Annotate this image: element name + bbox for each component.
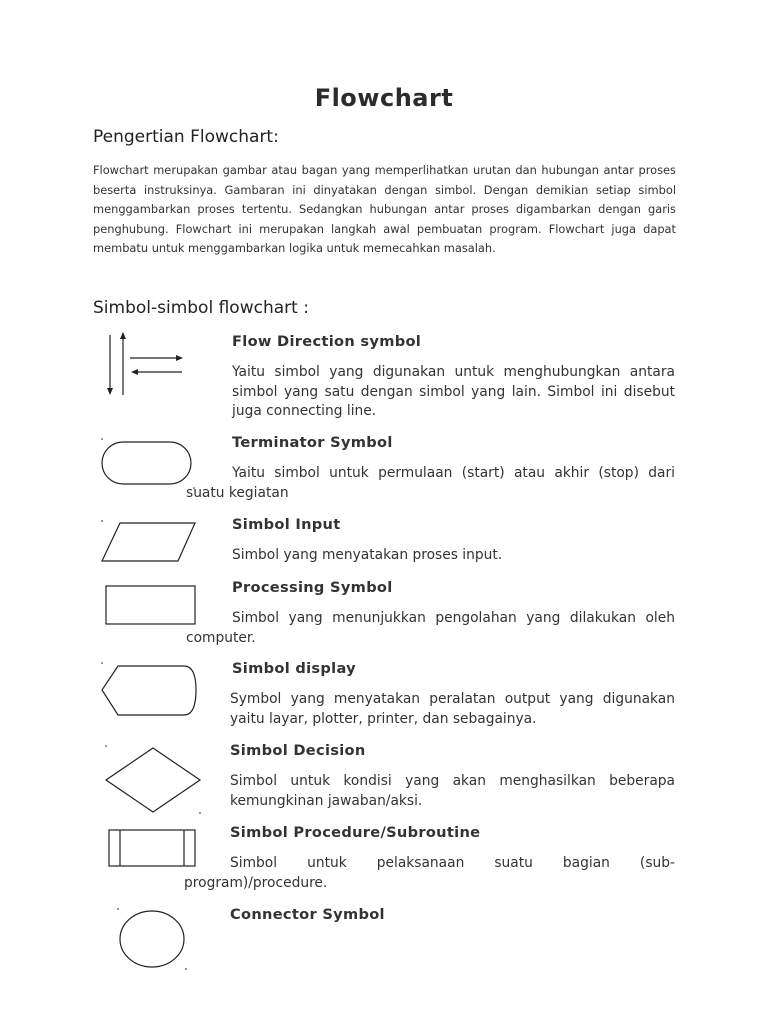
section-heading-simbol: Simbol-simbol flowchart : [93,298,309,318]
symbol-description: Yaitu simbol untuk permulaan (start) atau akhir (stop) dari suatu kegiatan [186,465,675,501]
page-title: Flowchart [314,84,454,112]
symbol-description: Simbol yang menunjukkan pengolahan yang dilakukan oleh computer. [186,610,675,646]
symbol-description: Symbol yang menyatakan peralatan output yang digunakan yaitu layar, plotter, printer, dan sebagainya. [230,691,675,727]
decision-icon [100,742,205,817]
processing-icon [100,582,200,630]
symbol-title: Connector Symbol [230,906,385,923]
symbol-title: Simbol display [232,660,356,677]
symbol-description: Yaitu simbol yang digunakan untuk menghubungkan antara simbol yang satu dengan simbol yang lain. Simbol ini disebut juga connecting line. [232,364,675,419]
display-icon [100,660,200,720]
symbol-description: Simbol untuk pelaksanaan suatu bagian (sub-program)/procedure. [184,855,675,891]
symbol-title: Terminator Symbol [232,434,393,451]
symbol-title: Simbol Input [232,516,341,533]
connector-icon [110,905,195,975]
terminator-icon [100,436,200,491]
symbol-title: Processing Symbol [232,579,393,596]
symbol-title: Simbol Procedure/Subroutine [230,824,481,841]
symbol-title: Flow Direction symbol [232,333,422,350]
input-icon [100,518,200,566]
intro-paragraph: Flowchart merupakan gambar atau bagan yang memperlihatkan urutan dan hubungan antar proses beserta instruksinya. Gambaran ini dinyatakan dengan simbol. Dengan demikian setiap simbol menggambarkan proses tertentu. Sedangkan hubungan antar proses digambarkan dengan garis penghubung. Flowchart ini merupakan langkah awal pembuatan program. Flowchart juga dapat membatu untuk menggambarkan logika untuk memecahkan masalah. [93,163,676,256]
symbol-description: Simbol yang menyatakan proses input. [232,547,503,563]
symbol-description: Simbol untuk kondisi yang akan menghasilkan beberapa kemungkinan jawaban/aksi. [230,773,675,809]
section-heading-pengertian: Pengertian Flowchart: [93,127,279,147]
flow-direction-icon [100,330,190,400]
symbol-title: Simbol Decision [230,742,366,759]
